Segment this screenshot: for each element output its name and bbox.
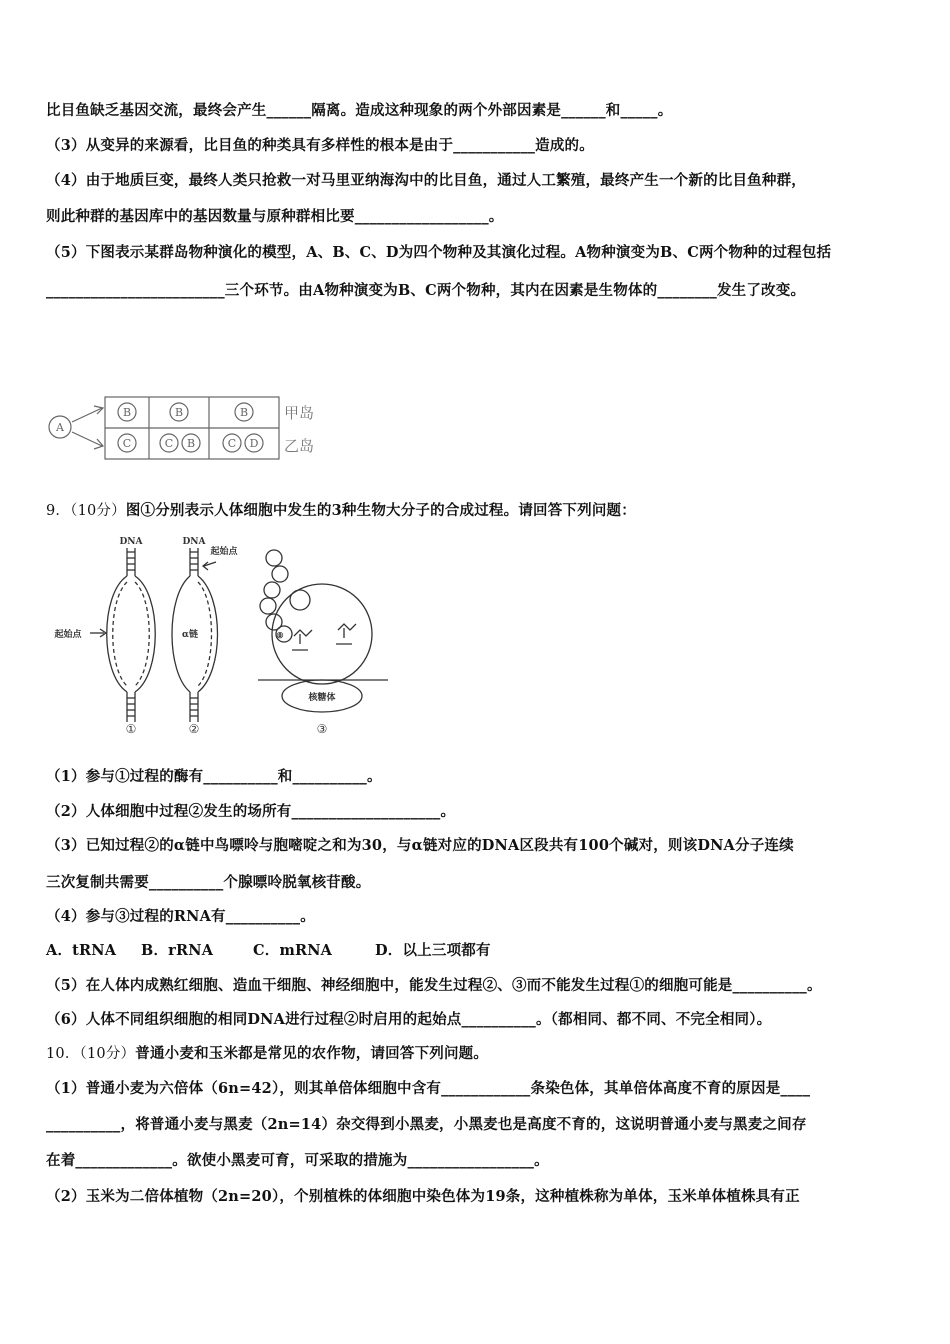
question-9-stem: 图①分别表示人体细胞中发生的3种生物大分子的合成过程。请回答下列问题： <box>125 502 636 519</box>
question-9-4: （4）参与③过程的RNA有__________。 <box>46 908 315 925</box>
panel-3-label: ③ <box>316 722 328 734</box>
dna-label-2: DNA <box>182 537 206 547</box>
question-10-header <box>46 1044 488 1064</box>
option-b: B．rRNA <box>141 942 214 959</box>
alpha-chain-label: α链 <box>182 630 198 640</box>
question-10-1-c: 在着_____________。欲使小黑麦可育，可采取的措施为_________________。 <box>46 1152 549 1169</box>
origin-label-1: 起始点 <box>54 630 82 640</box>
option-c: C．mRNA <box>253 942 333 959</box>
question-10-2: （2）玉米为二倍体植物（2n=20），个别植株的体细胞中染色体为19条，这种植株称为单体，玉米单体植株具有正 <box>46 1188 800 1205</box>
question-8-5-b: ________________________三个环节。由A物种演变为B、C两个物种，其内在因素是生物体的________发生了改变。 <box>46 282 806 299</box>
text-line-1: 比目鱼缺乏基因交流，最终会产生______隔离。造成这种现象的两个外部因素是______和_____。 <box>46 102 673 119</box>
species-label: B <box>122 406 132 419</box>
option-a: A．tRNA <box>46 942 117 959</box>
species-label: C <box>164 437 174 450</box>
synthesis-figure <box>48 534 388 734</box>
question-9-header <box>46 501 636 521</box>
question-10-1-a: （1）普通小麦为六倍体（6n=42），则其单倍体细胞中含有____________条染色体，其单倍体高度不育的原因是____ <box>46 1080 811 1097</box>
question-9-1: （1）参与①过程的酶有__________和__________。 <box>46 768 382 785</box>
question-9-3-a: （3）已知过程②的α链中鸟嘌呤与胞嘧啶之和为30，与α链对应的DNA区段共有100个碱对，则该DNA分子连续 <box>46 837 794 854</box>
panel-2-label: ② <box>188 722 200 734</box>
species-label: D <box>249 437 259 450</box>
species-label: C <box>122 437 132 450</box>
question-8-3: （3）从变异的来源看，比目鱼的种类具有多样性的根本是由于___________造成的。 <box>46 137 594 154</box>
question-10-1-b: __________，将普通小麦与黑麦（2n=14）杂交得到小黑麦，小黑麦也是高度不育的，这说明普通小麦与黑麦之间存 <box>46 1116 807 1133</box>
question-9-3-b: 三次复制共需要__________个腺嘌呤脱氧核苷酸。 <box>46 874 371 891</box>
question-8-4-a: （4）由于地质巨变，最终人类只抢救一对马里亚纳海沟中的比目鱼，通过人工繁殖，最终产生一个新的比目鱼种群， <box>46 172 806 189</box>
question-8-5-a: （5）下图表示某群岛物种演化的模型，A、B、C、D为四个物种及其演化过程。A物种演变为B、C两个物种的过程包括 <box>46 244 832 261</box>
species-label: B <box>174 406 184 419</box>
question-9-4-options <box>46 941 491 961</box>
species-label: B <box>239 406 249 419</box>
island-jia-label: 甲岛 <box>284 404 315 422</box>
dna-label-1: DNA <box>119 537 143 547</box>
origin-label-2: 起始点 <box>210 547 238 557</box>
question-10-stem: 普通小麦和玉米都是常见的农作物，请回答下列问题。 <box>135 1045 489 1062</box>
question-9-5: （5）在人体内成熟红细胞、造血干细胞、神经细胞中，能发生过程②、③而不能发生过程①的细胞可能是__________。 <box>46 977 822 994</box>
ribosome-label: 核糖体 <box>308 693 336 703</box>
question-8-4-b: 则此种群的基因库中的基因数量与原种群相比要__________________。 <box>46 208 504 225</box>
question-9-number: 9．（10分） <box>46 503 126 519</box>
panel-1-label: ① <box>125 722 137 734</box>
species-a-label: A <box>56 421 64 434</box>
option-d: D．以上三项都有 <box>375 942 491 959</box>
bead-label: ⑧ <box>276 630 284 640</box>
island-yi-label: 乙岛 <box>284 437 315 455</box>
question-10-number: 10．（10分） <box>46 1046 136 1062</box>
island-evolution-figure <box>44 394 344 466</box>
question-9-2: （2）人体细胞中过程②发生的场所有____________________。 <box>46 803 456 820</box>
question-9-6: （6）人体不同组织细胞的相同DNA进行过程②时启用的起始点__________。（都相同、都不同、不完全相同）。 <box>46 1011 772 1028</box>
species-label: C <box>227 437 237 450</box>
species-label: B <box>186 437 196 450</box>
